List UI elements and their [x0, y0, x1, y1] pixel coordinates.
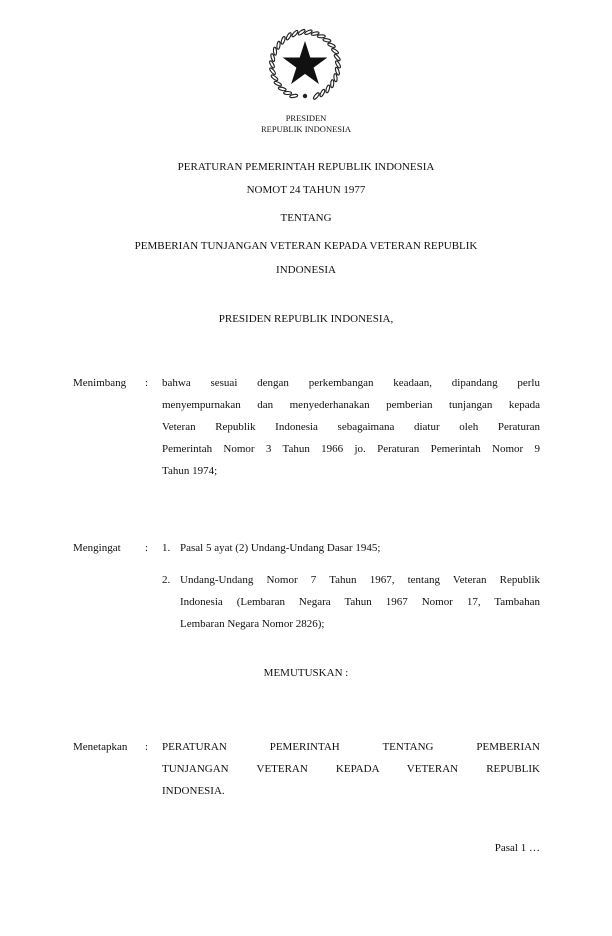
wreath-leaf	[323, 38, 331, 42]
menetapkan-line: TUNJANGAN VETERAN KEPADA VETERAN REPUBLIK	[162, 763, 540, 775]
wreath-leaf	[333, 54, 341, 62]
mengingat-item-line: Indonesia (Lembaran Negara Tahun 1967 Nomor 17, Tambahan	[180, 596, 540, 608]
menimbang-line: bahwa sesuai dengan perkembangan keadaan, dipandang perlu	[162, 377, 540, 389]
subject-line-2: INDONESIA	[276, 264, 336, 276]
mengingat-item-line: Undang-Undang Nomor 7 Tahun 1967, tentang Veteran Republik	[180, 574, 540, 586]
letterhead-presiden: PRESIDEN	[285, 113, 327, 123]
menimbang-colon: :	[145, 377, 149, 389]
menetapkan-line: PERATURAN PEMERINTAH TENTANG PEMBERIAN	[162, 741, 540, 753]
wreath-leaf	[285, 32, 292, 40]
next-page-reference: Pasal 1 …	[494, 842, 540, 854]
memutuskan-heading: MEMUTUSKAN :	[263, 667, 349, 679]
wreath-leaf	[334, 74, 338, 82]
subject-line-1: PEMBERIAN TUNJANGAN VETERAN KEPADA VETERAN REPUBLIK	[134, 240, 478, 252]
wreath-leaf	[277, 41, 281, 49]
mengingat-label: Mengingat	[73, 542, 121, 554]
title-tentang: TENTANG	[280, 212, 332, 224]
wreath-leaf	[284, 91, 292, 94]
wreath-leaf	[330, 80, 334, 88]
wreath-leaf	[269, 67, 277, 75]
letterhead-republik: REPUBLIK INDONESIA	[261, 124, 351, 134]
menetapkan-line: INDONESIA.	[162, 785, 225, 797]
wreath-leaf	[325, 85, 330, 94]
wreath-leaf	[297, 29, 305, 36]
menimbang-line: Pemerintah Nomor 3 Tahun 1966 jo. Peraturan Pemerintah Nomor 9	[162, 443, 540, 455]
menimbang-line: Veteran Republik Indonesia sebagaimana diatur oleh Peraturan	[162, 421, 540, 433]
mengingat-colon: :	[145, 542, 149, 554]
wreath-leaf	[273, 47, 277, 55]
menimbang-line: menyempurnakan dan menyederhanakan pemberian tunjangan kepada	[162, 399, 540, 411]
wreath-leaf	[313, 92, 320, 100]
wreath-leaf	[280, 36, 285, 45]
menimbang-line: Tahun 1974;	[162, 465, 218, 477]
wreath-leaf	[317, 35, 325, 38]
mengingat-item-number: 1.	[162, 542, 171, 554]
title-number: NOMOT 24 TAHUN 1977	[246, 184, 366, 196]
mengingat-item-line: Lembaran Negara Nomor 2826);	[180, 618, 325, 630]
presidential-seal-icon	[266, 26, 344, 104]
menetapkan-label: Menetapkan	[73, 741, 128, 753]
wreath-leaf	[278, 86, 286, 91]
wreath-leaf	[319, 89, 325, 97]
menetapkan-colon: :	[145, 741, 149, 753]
wreath-leaf	[331, 48, 339, 55]
wreath-leaf	[274, 81, 283, 87]
mengingat-item-number: 2.	[162, 574, 171, 586]
wreath-leaf	[327, 42, 336, 48]
wreath-leaf	[270, 74, 278, 81]
menimbang-label: Menimbang	[73, 377, 127, 389]
mengingat-item-line: Pasal 5 ayat (2) Undang-Undang Dasar 1945;	[180, 542, 381, 554]
issuer: PRESIDEN REPUBLIK INDONESIA,	[218, 313, 394, 325]
title-line-1: PERATURAN PEMERINTAH REPUBLIK INDONESIA	[177, 161, 435, 173]
star-icon	[283, 41, 328, 84]
wreath-leaf	[291, 30, 299, 38]
